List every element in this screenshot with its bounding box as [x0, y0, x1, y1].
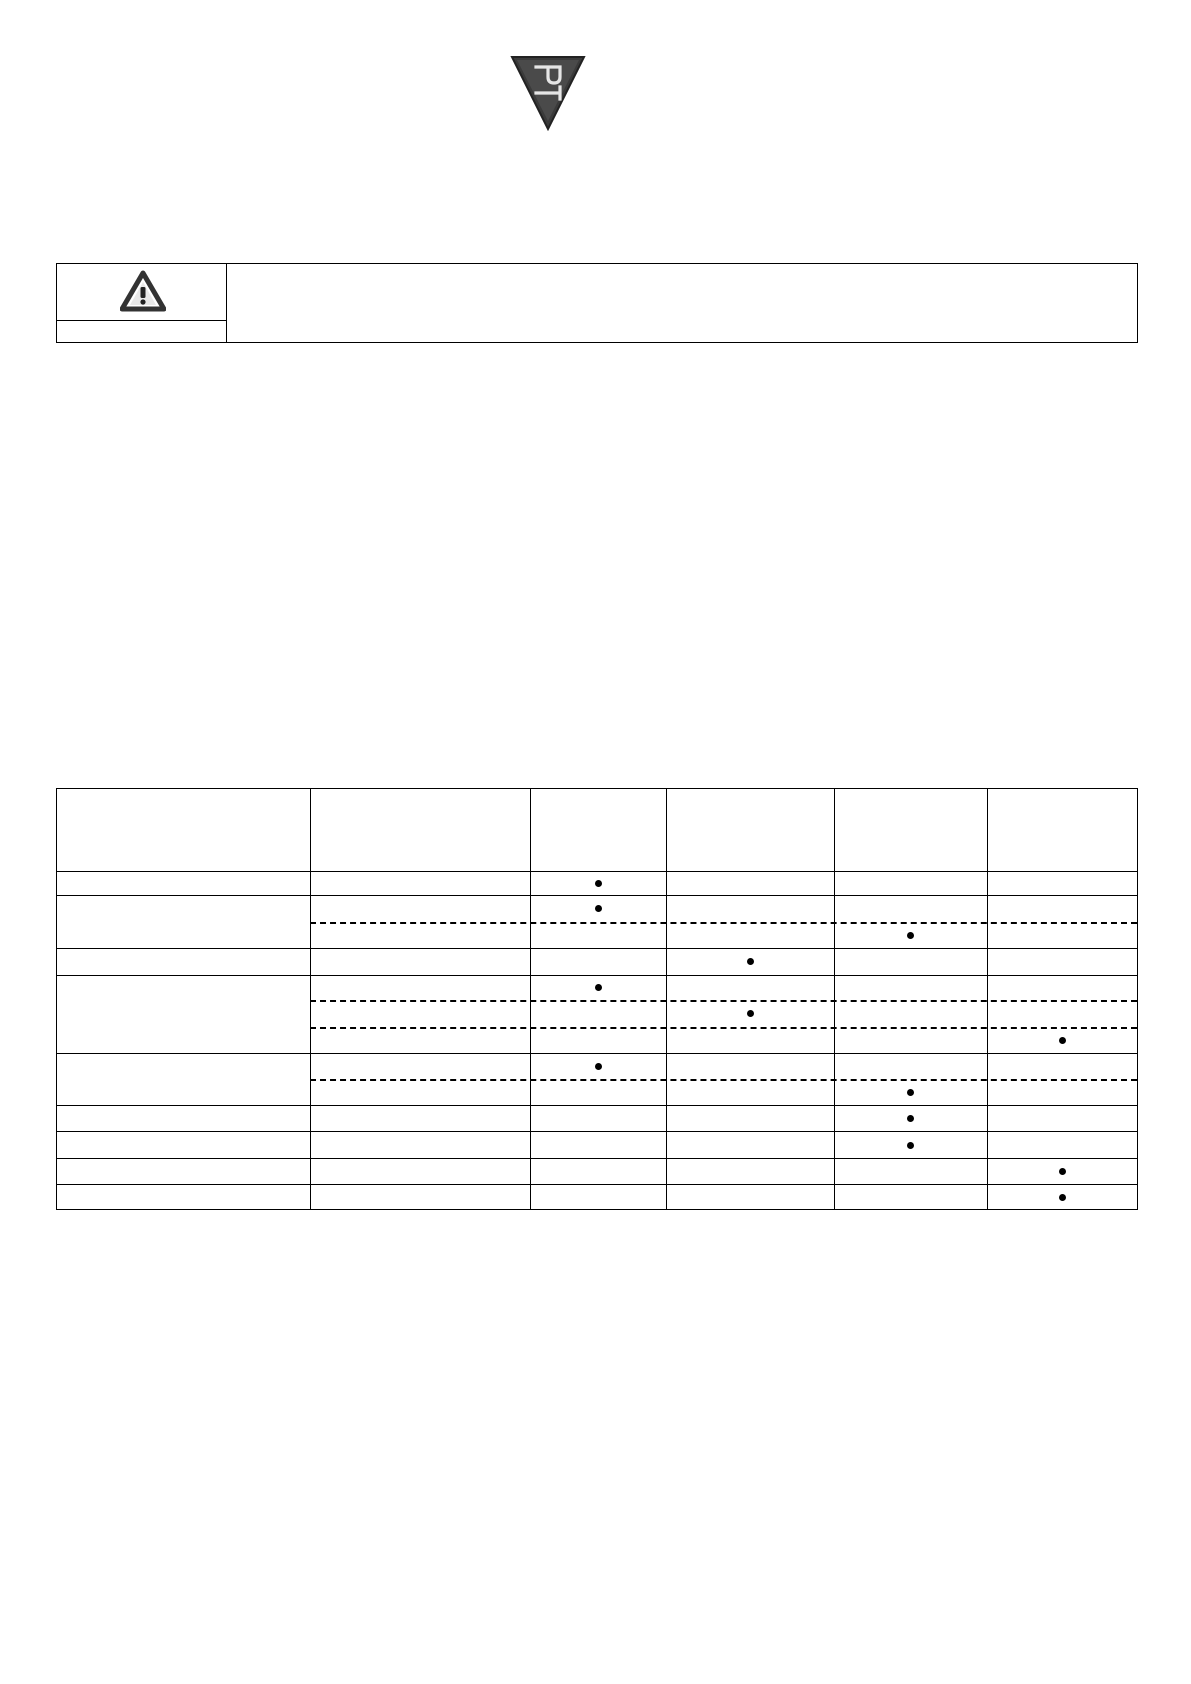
table-bullet-mark — [595, 1063, 602, 1070]
language-badge — [510, 55, 586, 131]
header-row-divider — [57, 871, 1137, 872]
table-bullet-mark — [747, 958, 754, 965]
warning-label-cell — [57, 321, 227, 342]
warning-icon-cell — [57, 264, 227, 321]
row-divider — [57, 948, 1137, 949]
row-divider — [57, 1131, 1137, 1132]
table-bullet-mark — [595, 905, 602, 912]
sub-row-divider — [310, 1000, 1137, 1002]
table-bullet-mark — [907, 1115, 914, 1122]
table-bullet-mark — [1059, 1194, 1066, 1201]
warning-text-cell — [227, 264, 1137, 342]
table-bullet-mark — [907, 1089, 914, 1096]
column-divider — [530, 789, 531, 1209]
table-bullet-mark — [595, 880, 602, 887]
row-divider — [57, 1105, 1137, 1106]
sub-row-divider — [310, 922, 1137, 924]
column-divider — [310, 789, 311, 1209]
warning-triangle-icon — [120, 270, 166, 312]
warning-box — [56, 263, 1138, 343]
pt-triangle-badge-icon — [510, 55, 586, 131]
sub-row-divider — [310, 1079, 1137, 1081]
row-divider — [57, 895, 1137, 896]
row-divider — [57, 1053, 1137, 1054]
column-divider — [666, 789, 667, 1209]
column-divider — [834, 789, 835, 1209]
table-bullet-mark — [595, 984, 602, 991]
row-divider — [57, 975, 1137, 976]
column-divider — [987, 789, 988, 1209]
table-bullet-mark — [1059, 1037, 1066, 1044]
table-bullet-mark — [1059, 1168, 1066, 1175]
matrix-table — [56, 788, 1138, 1210]
sub-row-divider — [310, 1027, 1137, 1029]
table-bullet-mark — [747, 1010, 754, 1017]
row-divider — [57, 1184, 1137, 1185]
table-bullet-mark — [907, 1142, 914, 1149]
row-divider — [57, 1158, 1137, 1159]
table-bullet-mark — [907, 932, 914, 939]
